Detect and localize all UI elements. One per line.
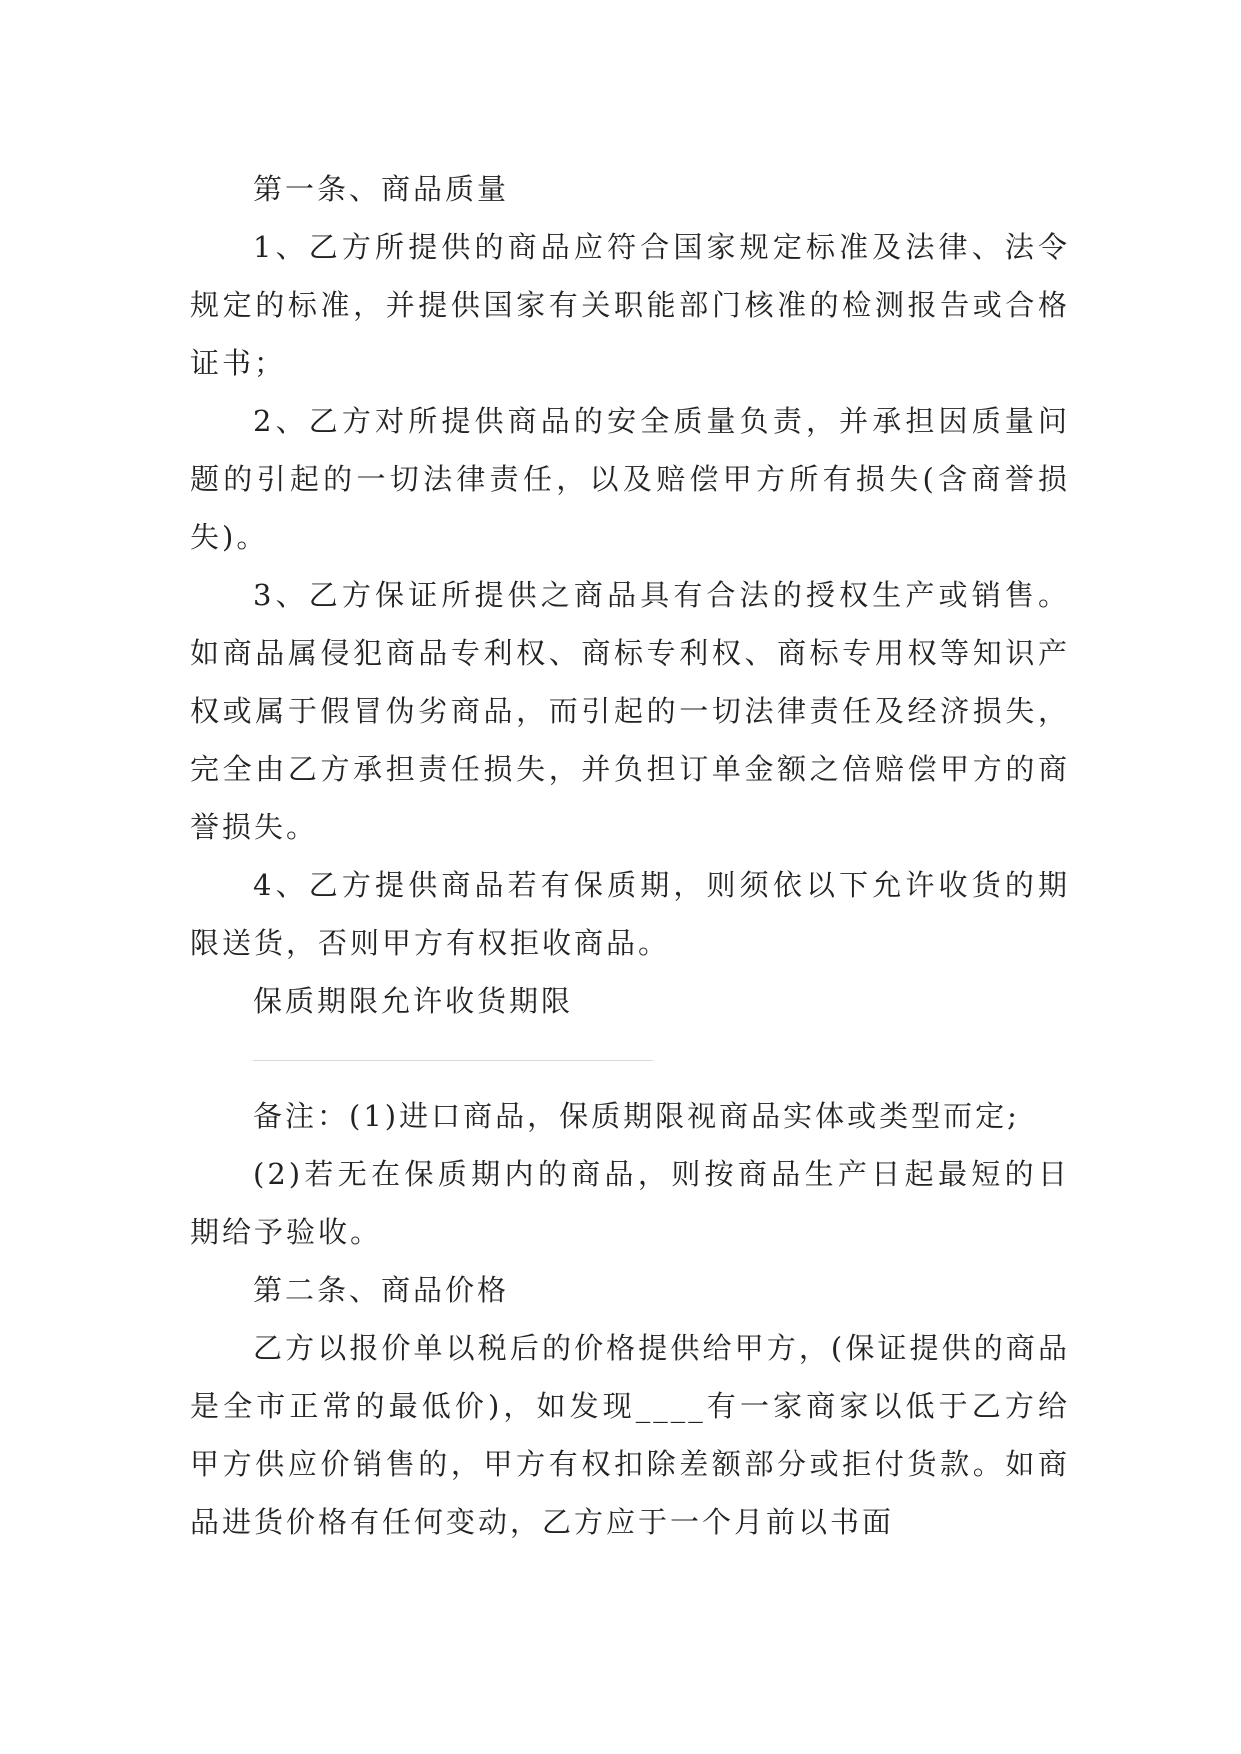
article-1-clause-3: 3、乙方保证所提供之商品具有合法的授权生产或销售。如商品属侵犯商品专利权、商标专利权、商标专用权等知识产权或属于假冒伪劣商品，而引起的一切法律责任及经济损失，完全由乙方承担责任损失，并负担订单金额之倍赔偿甲方的商誉损失。 bbox=[190, 578, 1070, 844]
note-1: 备注：(1)进口商品，保质期限视商品实体或类型而定; bbox=[253, 1099, 1020, 1133]
article-2-title: 第二条、商品价格 bbox=[253, 1273, 510, 1307]
article-1-title: 第一条、商品质量 bbox=[253, 172, 510, 206]
article-1-clause-4: 4、乙方提供商品若有保质期，则须依以下允许收货的期限送货，否则甲方有权拒收商品。 bbox=[190, 868, 1070, 960]
article-1-clause-1: 1、乙方所提供的商品应符合国家规定标准及法律、法令规定的标准，并提供国家有关职能部门核准的检测报告或合格证书； bbox=[190, 230, 1070, 380]
document-body bbox=[190, 160, 1070, 1551]
note-2: (2)若无在保质期内的商品，则按商品生产日起最短的日期给予验收。 bbox=[190, 1157, 1070, 1249]
table-divider-line bbox=[253, 1060, 653, 1061]
shelf-life-table-heading: 保质期限允许收货期限 bbox=[253, 984, 574, 1018]
article-2-clause-1: 乙方以报价单以税后的价格提供给甲方，(保证提供的商品是全市正常的最低价)，如发现____有一家商家以低于乙方给甲方供应价销售的，甲方有权扣除差额部分或拒付货款。如商品进货价格有任何变动，乙方应于一个月前以书面 bbox=[190, 1331, 1070, 1539]
article-1-clause-2: 2、乙方对所提供商品的安全质量负责，并承担因质量问题的引起的一切法律责任，以及赔偿甲方所有损失(含商誉损失)。 bbox=[190, 404, 1070, 554]
